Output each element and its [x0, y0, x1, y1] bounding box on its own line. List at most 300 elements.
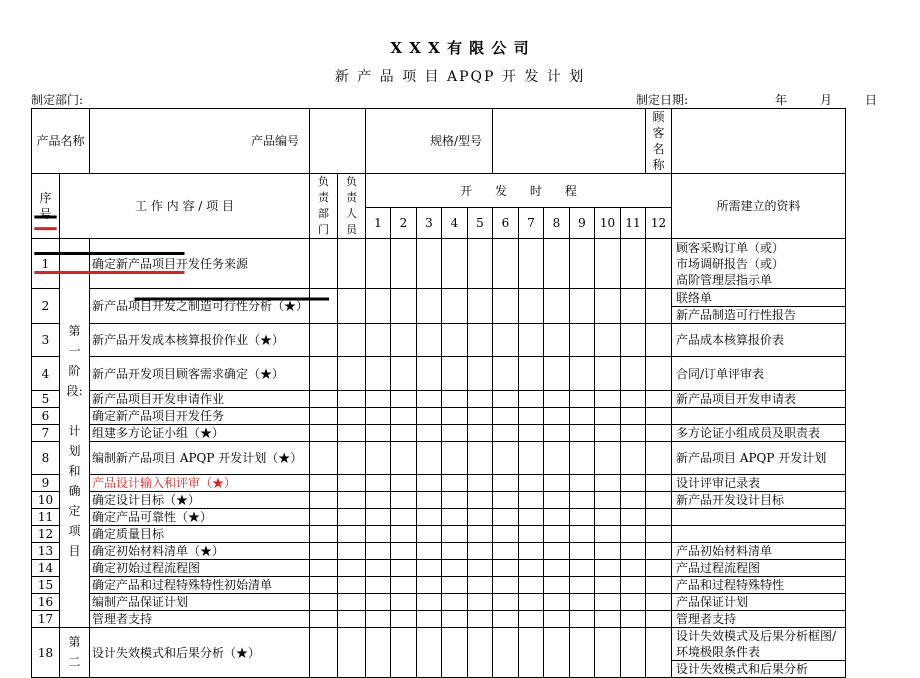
doc-item: 新产品项目 APQP 开发计划 [676, 451, 827, 465]
row-month-cell [519, 594, 544, 611]
row-month-cell [544, 577, 570, 594]
row-month-cell [621, 357, 646, 391]
row-month-cell [442, 611, 468, 628]
table-row [32, 357, 846, 391]
row-month-cell [519, 560, 544, 577]
doc-item: 联络单 [672, 290, 845, 307]
row-no: 16 [32, 594, 60, 611]
row-person[interactable] [338, 560, 366, 577]
month-8-header: 8 [544, 208, 570, 239]
row-month-cell [391, 560, 417, 577]
row-month-cell [442, 289, 468, 324]
row-month-cell [519, 289, 544, 324]
customer-value[interactable] [672, 109, 846, 174]
row-month-cell [468, 543, 493, 560]
product-name-value[interactable]: 产品编号 [90, 109, 310, 174]
row-month-cell [646, 425, 672, 442]
row-month-cell [595, 594, 621, 611]
row-person[interactable] [338, 492, 366, 509]
row-month-cell [366, 357, 391, 391]
row-month-cell [646, 509, 672, 526]
row-month-cell [391, 611, 417, 628]
doc-item: 管理者支持 [676, 612, 737, 626]
row-month-cell [621, 509, 646, 526]
doc-item: 多方论证小组成员及职责表 [676, 426, 821, 440]
row-month-cell [544, 543, 570, 560]
row-month-cell [621, 391, 646, 408]
table-row [32, 442, 846, 475]
row-no: 2 [32, 289, 60, 324]
row-month-cell [544, 475, 570, 492]
row-month-cell [366, 391, 391, 408]
row-month-cell [646, 611, 672, 628]
row-month-cell [468, 628, 493, 678]
row-month-cell [570, 408, 595, 425]
row-month-cell [493, 526, 519, 543]
row-no: 13 [32, 543, 60, 560]
row-month-cell [519, 391, 544, 408]
row-month-cell [493, 289, 519, 324]
row-month-cell [595, 611, 621, 628]
row-month-cell [621, 577, 646, 594]
row-month-cell [493, 357, 519, 391]
row-month-cell [646, 594, 672, 611]
row-month-cell [570, 492, 595, 509]
row-month-cell [442, 408, 468, 425]
company-title: X X X 有 限 公 司 [390, 39, 530, 57]
row-month-cell [646, 577, 672, 594]
row-no: 7 [32, 425, 60, 442]
dept-header: 负 责 部 门 [310, 174, 338, 239]
row-dept[interactable] [310, 239, 338, 289]
row-dept[interactable] [310, 611, 338, 628]
row-month-cell [570, 239, 595, 289]
row-docs [672, 475, 846, 492]
row-month-cell [570, 425, 595, 442]
row-month-cell [366, 526, 391, 543]
row-month-cell [417, 594, 442, 611]
row-dept[interactable] [310, 442, 338, 475]
product-no-value[interactable] [310, 109, 366, 174]
row-no: 8 [32, 442, 60, 475]
row-docs [672, 560, 846, 577]
row-month-cell [519, 526, 544, 543]
row-month-cell [621, 475, 646, 492]
row-no: 9 [32, 475, 60, 492]
row-month-cell [570, 391, 595, 408]
row-docs [672, 357, 846, 391]
row-month-cell [417, 543, 442, 560]
row-month-cell [417, 492, 442, 509]
row-dept[interactable] [310, 492, 338, 509]
spec-value[interactable] [493, 109, 646, 174]
row-month-cell [519, 475, 544, 492]
month-6-header: 6 [493, 208, 519, 239]
row-docs [672, 442, 846, 475]
row-month-cell [519, 324, 544, 357]
row-month-cell [366, 239, 391, 289]
row-month-cell [366, 289, 391, 324]
row-no: 3 [32, 324, 60, 357]
row-month-cell [442, 577, 468, 594]
row-month-cell [621, 560, 646, 577]
row-month-cell [570, 628, 595, 678]
row-month-cell [493, 628, 519, 678]
row-dept[interactable] [310, 526, 338, 543]
row-month-cell [570, 442, 595, 475]
row-person[interactable] [338, 408, 366, 425]
row-month-cell [391, 324, 417, 357]
person-header: 负 责 人 员 [338, 174, 366, 239]
row-person[interactable] [338, 239, 366, 289]
row-month-cell [493, 442, 519, 475]
row-task: 编制新产品项目 APQP 开发计划（★） [90, 442, 310, 475]
row-month-cell [646, 526, 672, 543]
row-month-cell [519, 577, 544, 594]
info-row [32, 109, 846, 174]
row-month-cell [646, 628, 672, 678]
row-docs [672, 324, 846, 357]
row-task: 新产品项目开发申请作业 [90, 391, 310, 408]
row-month-cell [595, 324, 621, 357]
table-row [32, 408, 846, 425]
row-no: 10 [32, 492, 60, 509]
row-dept[interactable] [310, 594, 338, 611]
row-dept[interactable] [310, 475, 338, 492]
row-month-cell [468, 475, 493, 492]
row-month-cell [442, 509, 468, 526]
row-docs [672, 577, 846, 594]
row-month-cell [646, 442, 672, 475]
row-person[interactable] [338, 357, 366, 391]
row-no: 17 [32, 611, 60, 628]
row-task: 管理者支持 [90, 611, 310, 628]
row-dept[interactable] [310, 543, 338, 560]
row-no: 6 [32, 408, 60, 425]
row-month-cell [544, 628, 570, 678]
row-dept[interactable] [310, 509, 338, 526]
spec-label-cell: 规格/型号 [366, 109, 493, 174]
row-month-cell [544, 357, 570, 391]
phase2-label: 第 二 [60, 628, 90, 678]
row-month-cell [442, 357, 468, 391]
row-person[interactable] [338, 289, 366, 324]
row-month-cell [468, 408, 493, 425]
row-month-cell [570, 526, 595, 543]
doc-item: 产品保证计划 [676, 595, 749, 609]
row-task: 确定新产品项目开发任务 [90, 408, 310, 425]
month-label: 月 [820, 93, 833, 107]
row-month-cell [493, 324, 519, 357]
month-5-header: 5 [468, 208, 493, 239]
row-month-cell [595, 442, 621, 475]
row-month-cell [519, 628, 544, 678]
row-month-cell [570, 289, 595, 324]
row-month-cell [493, 408, 519, 425]
row-month-cell [519, 239, 544, 289]
customer-label: 顾客名称 [646, 109, 672, 174]
row-month-cell [366, 509, 391, 526]
row-dept[interactable] [310, 628, 338, 678]
row-dept[interactable] [310, 391, 338, 408]
row-month-cell [621, 543, 646, 560]
row-person[interactable] [338, 577, 366, 594]
row-month-cell [570, 594, 595, 611]
row-dept[interactable] [310, 357, 338, 391]
row-task: 确定新产品项目开发任务来源 [90, 239, 310, 289]
doc-item: 新产品开发设计目标 [676, 493, 785, 507]
row-month-cell [366, 543, 391, 560]
doc-item: 产品初始材料清单 [676, 544, 773, 558]
row-month-cell [595, 560, 621, 577]
row-month-cell [417, 357, 442, 391]
row-month-cell [391, 509, 417, 526]
row-task: 确定产品和过程特殊特性初始清单 [90, 577, 310, 594]
row-dept[interactable] [310, 577, 338, 594]
doc-item: 产品和过程特殊特性 [676, 578, 785, 592]
row-month-cell [366, 475, 391, 492]
table-row [32, 543, 846, 560]
row-month-cell [417, 391, 442, 408]
doc-item: 合同/订单评审表 [676, 366, 765, 381]
row-month-cell [544, 408, 570, 425]
row-dept[interactable] [310, 324, 338, 357]
row-month-cell [621, 324, 646, 357]
row-month-cell [595, 628, 621, 678]
row-month-cell [468, 526, 493, 543]
row-month-cell [442, 560, 468, 577]
row-month-cell [570, 324, 595, 357]
row-dept[interactable] [310, 560, 338, 577]
row-month-cell [519, 492, 544, 509]
phase1-label: 第 一 阶 段: 计 划 和 确 定 项 目 [60, 239, 90, 628]
row-dept[interactable] [310, 425, 338, 442]
row-month-cell [595, 577, 621, 594]
row-month-cell [468, 425, 493, 442]
row-month-cell [366, 611, 391, 628]
row-person[interactable] [338, 391, 366, 408]
docs-header: 所需建立的资料 [672, 174, 846, 239]
row-month-cell [417, 425, 442, 442]
table-row [32, 475, 846, 492]
row-month-cell [519, 442, 544, 475]
row-person[interactable] [338, 509, 366, 526]
row-month-cell [570, 577, 595, 594]
row-no: 4 [32, 357, 60, 391]
row-month-cell [646, 239, 672, 289]
row-task: 设计失效模式和后果分析（★） [90, 628, 310, 678]
row-month-cell [595, 526, 621, 543]
row-no: 11 [32, 509, 60, 526]
row-month-cell [570, 611, 595, 628]
row-month-cell [595, 543, 621, 560]
table-row [32, 526, 846, 543]
doc-item: 设计失效模式及后果分析框图/环境极限条件表 [672, 628, 845, 661]
row-person[interactable] [338, 611, 366, 628]
table-row [32, 425, 846, 442]
row-month-cell [595, 391, 621, 408]
row-month-cell [646, 492, 672, 509]
row-month-cell [544, 324, 570, 357]
row-task: 确定质量目标 [90, 526, 310, 543]
row-dept[interactable] [310, 289, 338, 324]
row-person[interactable] [338, 324, 366, 357]
row-month-cell [493, 492, 519, 509]
header-row-1 [32, 174, 846, 208]
row-month-cell [391, 475, 417, 492]
row-task: 确定初始过程流程图 [90, 560, 310, 577]
table-row [32, 239, 846, 289]
row-month-cell [646, 289, 672, 324]
month-2-header: 2 [391, 208, 417, 239]
table-row [32, 509, 846, 526]
row-month-cell [621, 239, 646, 289]
row-month-cell [442, 543, 468, 560]
row-month-cell [544, 509, 570, 526]
row-docs [672, 492, 846, 509]
row-month-cell [391, 289, 417, 324]
row-month-cell [544, 289, 570, 324]
row-person[interactable] [338, 526, 366, 543]
doc-item: 设计评审记录表 [676, 476, 761, 490]
row-month-cell [468, 492, 493, 509]
row-month-cell [544, 526, 570, 543]
table-row [32, 628, 846, 678]
row-month-cell [366, 628, 391, 678]
row-month-cell [595, 425, 621, 442]
month-1-header: 1 [366, 208, 391, 239]
row-month-cell [468, 509, 493, 526]
row-month-cell [468, 289, 493, 324]
row-task: 组建多方论证小组（★） [90, 425, 310, 442]
row-dept[interactable] [310, 408, 338, 425]
row-month-cell [391, 408, 417, 425]
row-month-cell [544, 594, 570, 611]
row-task: 新产品开发成本核算报价作业（★） [90, 324, 310, 357]
row-month-cell [595, 289, 621, 324]
row-month-cell [391, 391, 417, 408]
month-10-header: 10 [595, 208, 621, 239]
row-month-cell [417, 408, 442, 425]
row-month-cell [493, 509, 519, 526]
row-month-cell [544, 611, 570, 628]
seq-header: 序 号 [32, 174, 60, 239]
row-task: 确定产品可靠性（★） [90, 509, 310, 526]
row-person[interactable] [338, 594, 366, 611]
row-month-cell [544, 442, 570, 475]
row-month-cell [417, 289, 442, 324]
row-month-cell [646, 357, 672, 391]
doc-item: 高阶管理层指示单 [676, 272, 773, 287]
row-no: 12 [32, 526, 60, 543]
row-month-cell [493, 425, 519, 442]
table-row [32, 324, 846, 357]
row-month-cell [417, 611, 442, 628]
row-docs [672, 509, 846, 526]
row-docs [672, 594, 846, 611]
row-month-cell [595, 492, 621, 509]
row-person[interactable] [338, 628, 366, 678]
row-person[interactable] [338, 442, 366, 475]
day-label: 日 [865, 93, 878, 107]
row-month-cell [493, 560, 519, 577]
doc-item: 新产品制造可行性报告 [676, 307, 797, 322]
row-month-cell [646, 391, 672, 408]
row-month-cell [468, 611, 493, 628]
row-month-cell [621, 425, 646, 442]
row-month-cell [519, 543, 544, 560]
row-month-cell [468, 442, 493, 475]
row-month-cell [646, 560, 672, 577]
row-month-cell [621, 526, 646, 543]
table-row [32, 577, 846, 594]
row-month-cell [417, 324, 442, 357]
row-month-cell [391, 577, 417, 594]
row-person[interactable] [338, 475, 366, 492]
row-month-cell [417, 475, 442, 492]
row-month-cell [442, 425, 468, 442]
row-month-cell [621, 611, 646, 628]
row-month-cell [366, 594, 391, 611]
row-month-cell [442, 239, 468, 289]
year-label: 年 [775, 93, 788, 107]
row-month-cell [366, 324, 391, 357]
row-month-cell [391, 442, 417, 475]
doc-item: 产品过程流程图 [676, 561, 761, 575]
month-11-header: 11 [621, 208, 646, 239]
document-subtitle: 新 产 品 项 目 APQP 开 发 计 划 [334, 69, 586, 85]
table-row [32, 594, 846, 611]
row-docs [672, 289, 846, 324]
row-month-cell [544, 239, 570, 289]
row-month-cell [544, 425, 570, 442]
row-month-cell [468, 594, 493, 611]
row-month-cell [366, 408, 391, 425]
row-no: 5 [32, 391, 60, 408]
row-month-cell [493, 594, 519, 611]
row-month-cell [442, 475, 468, 492]
row-month-cell [442, 492, 468, 509]
row-month-cell [595, 475, 621, 492]
row-month-cell [417, 239, 442, 289]
row-task: 新产品开发项目顾客需求确定（★） [90, 357, 310, 391]
row-month-cell [442, 628, 468, 678]
row-month-cell [570, 543, 595, 560]
row-docs [672, 391, 846, 408]
row-month-cell [366, 492, 391, 509]
row-docs [672, 425, 846, 442]
row-month-cell [595, 357, 621, 391]
row-month-cell [391, 492, 417, 509]
row-docs [672, 526, 846, 543]
row-task: 产品设计输入和评审（★） [90, 475, 310, 492]
row-docs [672, 239, 846, 289]
row-month-cell [519, 408, 544, 425]
row-person[interactable] [338, 543, 366, 560]
row-month-cell [468, 391, 493, 408]
row-person[interactable] [338, 425, 366, 442]
row-month-cell [442, 324, 468, 357]
row-month-cell [519, 357, 544, 391]
row-month-cell [366, 425, 391, 442]
doc-item: 新产品项目开发申请表 [676, 392, 797, 406]
row-month-cell [544, 391, 570, 408]
date-label: 制定日期: [636, 93, 689, 107]
month-4-header: 4 [442, 208, 468, 239]
row-month-cell [493, 475, 519, 492]
table-row [32, 492, 846, 509]
row-month-cell [621, 289, 646, 324]
